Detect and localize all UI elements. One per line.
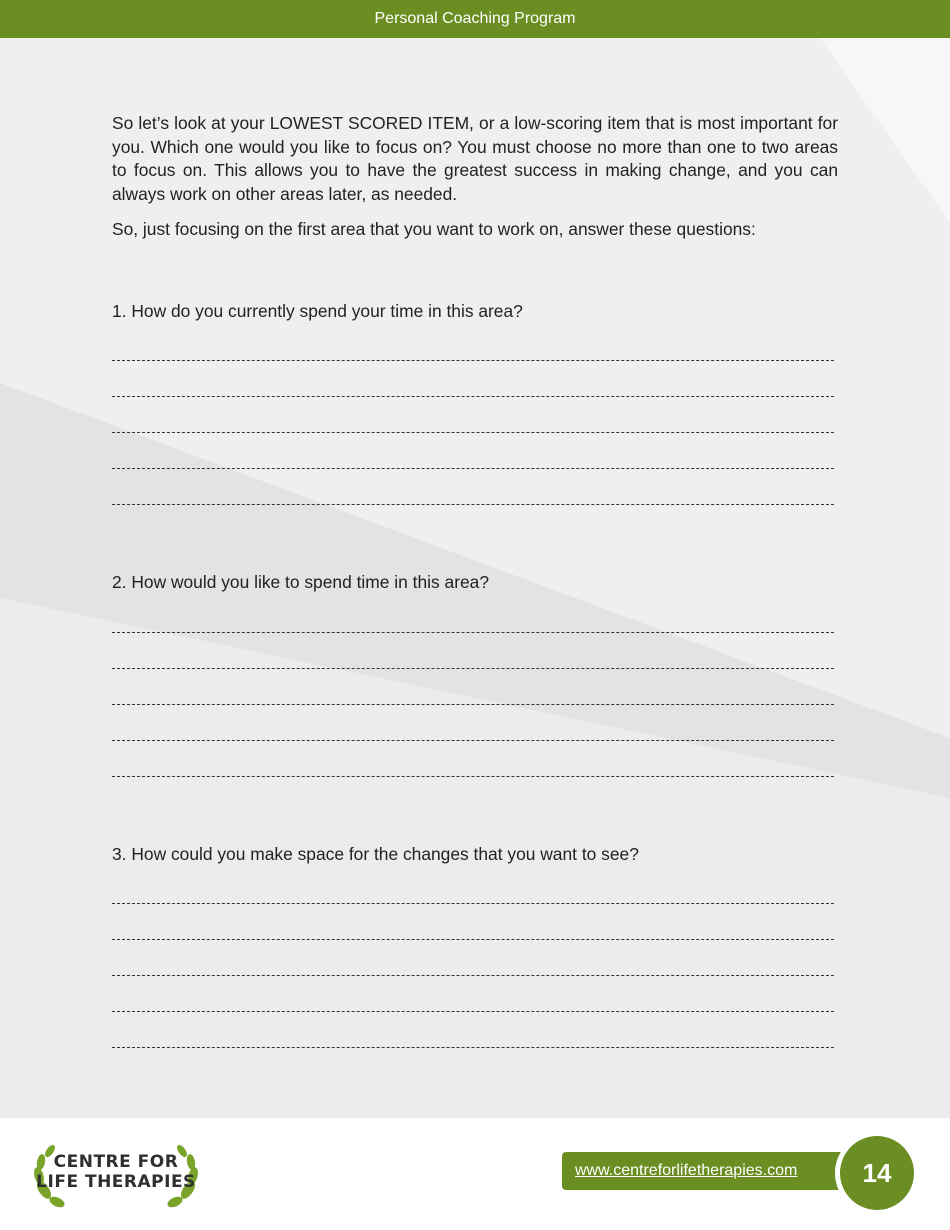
instruction-paragraph: So, just focusing on the first area that you want to work on, answer these questions:	[112, 219, 756, 239]
question-2: 2. How would you like to spend time in this area?	[112, 572, 489, 592]
answer-line[interactable]	[112, 677, 838, 713]
page-footer	[0, 1118, 950, 1230]
header-title: Personal Coaching Program	[374, 10, 576, 27]
question-3: 3. How could you make space for the changes that you want to see?	[112, 843, 639, 864]
answer-line[interactable]	[112, 641, 838, 677]
answer-line[interactable]	[112, 477, 838, 513]
answer-line[interactable]	[112, 1020, 838, 1056]
answer-line[interactable]	[112, 912, 838, 948]
answer-area-2[interactable]	[112, 605, 838, 785]
answer-line[interactable]	[112, 876, 838, 912]
answer-line[interactable]	[112, 333, 838, 369]
answer-line[interactable]	[112, 984, 838, 1020]
logo-line-2: LIFE THERAPIES	[36, 1172, 196, 1192]
logo-line-1: CENTRE FOR	[53, 1152, 179, 1172]
answer-area-1[interactable]	[112, 333, 838, 513]
question-1: 1. How do you currently spend your time in this area?	[112, 300, 523, 321]
answer-line[interactable]	[112, 405, 838, 441]
answer-line[interactable]	[112, 605, 838, 641]
answer-line[interactable]	[112, 441, 838, 477]
intro-paragraph: So let’s look at your LOWEST SCORED ITEM, or a low-scoring item that is most important for you. Which one would you like to focus on? You must choose no more than one to two areas to focus on. This allows you to have the greatest success in making change, and you can always work on other areas later, as needed.	[112, 113, 838, 204]
centre-for-life-therapies-logo	[30, 1138, 202, 1212]
answer-line[interactable]	[112, 948, 838, 984]
answer-line[interactable]	[112, 369, 838, 405]
answer-area-3[interactable]	[112, 876, 838, 1056]
worksheet-content	[112, 112, 838, 1056]
answer-line[interactable]	[112, 749, 838, 785]
website-banner	[562, 1152, 844, 1190]
answer-line[interactable]	[112, 713, 838, 749]
page-header	[0, 0, 950, 38]
website-link[interactable]: www.centreforlifetherapies.com	[575, 1162, 798, 1179]
page-number: 14	[840, 1136, 914, 1210]
